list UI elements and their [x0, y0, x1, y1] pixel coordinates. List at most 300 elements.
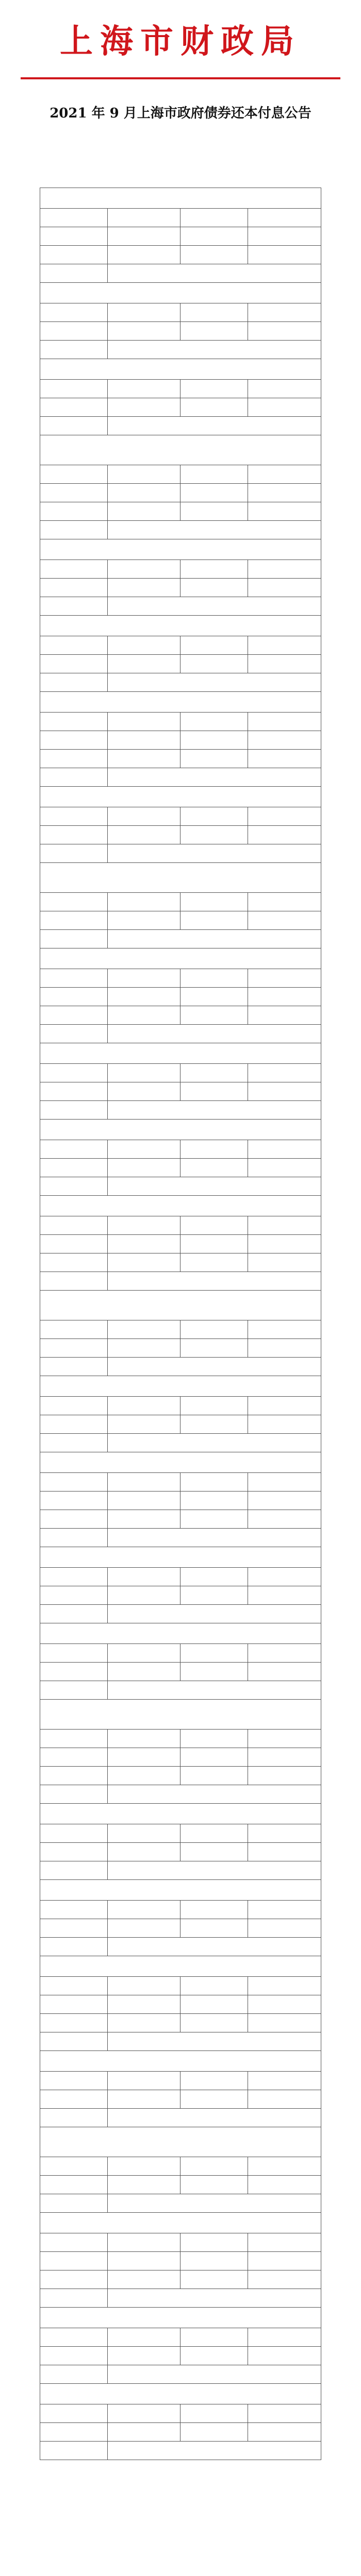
bond-cell-value	[107, 2404, 180, 2423]
bond-row	[40, 1663, 321, 1681]
bond-row	[40, 227, 321, 246]
bond-cell-value	[248, 1977, 321, 1995]
bond-row	[40, 713, 321, 731]
bond-block-title	[40, 435, 321, 465]
bond-row	[40, 1492, 321, 1510]
bond-cell-label	[40, 417, 108, 435]
bond-row	[40, 1253, 321, 1272]
bond-cell-value	[248, 1510, 321, 1529]
bond-cell-value	[107, 673, 321, 692]
bond-cell-label	[40, 1767, 108, 1785]
bond-row	[40, 2252, 321, 2270]
bond-cell-label	[180, 1320, 248, 1339]
bond-block-title	[40, 1547, 321, 1568]
bond-cell-value	[248, 1919, 321, 1938]
bond-block-header-row	[40, 435, 321, 465]
bond-row	[40, 341, 321, 359]
bond-cell-label	[40, 1605, 108, 1623]
bond-cell-value	[248, 209, 321, 227]
bond-cell-label	[180, 807, 248, 826]
bond-cell-value	[248, 750, 321, 768]
bond-cell-value	[107, 2176, 180, 2194]
bond-cell-label	[40, 2365, 108, 2384]
bond-row	[40, 579, 321, 597]
bond-cell-label	[180, 2423, 248, 2442]
bond-cell-value	[107, 341, 321, 359]
bond-row	[40, 1995, 321, 2014]
bond-cell-value	[248, 579, 321, 597]
bond-cell-label	[40, 1025, 108, 1043]
bond-cell-value	[107, 579, 180, 597]
bond-cell-label	[40, 341, 108, 359]
bond-cell-value	[107, 1663, 180, 1681]
bond-cell-value	[107, 844, 321, 863]
bond-cell-label	[40, 930, 108, 948]
bond-cell-label	[180, 1901, 248, 1919]
bond-cell-label	[180, 1339, 248, 1358]
bond-table	[40, 188, 321, 2460]
bond-cell-label	[180, 303, 248, 322]
bond-cell-value	[107, 1101, 321, 1120]
bond-cell-label	[40, 893, 108, 911]
bond-cell-value	[248, 2328, 321, 2347]
bond-cell-label	[180, 322, 248, 341]
bond-cell-value	[248, 1159, 321, 1177]
bond-cell-label	[180, 1253, 248, 1272]
bond-cell-label	[40, 2090, 108, 2109]
bond-row	[40, 2404, 321, 2423]
bond-cell-label	[180, 1006, 248, 1025]
bond-row	[40, 1397, 321, 1415]
bond-block-header-row	[40, 1956, 321, 1977]
bond-block-title	[40, 787, 321, 807]
bond-cell-label	[180, 1415, 248, 1434]
bond-cell-value	[107, 1473, 180, 1492]
bond-row	[40, 2328, 321, 2347]
bond-cell-value	[107, 826, 180, 844]
bond-cell-value	[107, 750, 180, 768]
bond-cell-label	[40, 1434, 108, 1452]
bond-cell-label	[180, 1064, 248, 1082]
bond-block-title	[40, 283, 321, 303]
bond-cell-value	[248, 2423, 321, 2442]
bond-cell-label	[40, 826, 108, 844]
bond-cell-value	[107, 322, 180, 341]
masthead-rule	[21, 77, 340, 79]
bond-block-header-row	[40, 188, 321, 209]
bond-cell-label	[40, 303, 108, 322]
bond-cell-value	[107, 1339, 180, 1358]
bond-cell-value	[248, 322, 321, 341]
bond-row	[40, 1415, 321, 1434]
bond-cell-value	[107, 893, 180, 911]
bond-cell-value	[248, 560, 321, 579]
bond-cell-label	[180, 1082, 248, 1101]
bond-row	[40, 844, 321, 863]
bond-cell-value	[248, 1064, 321, 1082]
bond-block-title	[40, 1120, 321, 1140]
bond-cell-label	[180, 1568, 248, 1586]
bond-cell-label	[180, 579, 248, 597]
bond-cell-value	[107, 1977, 180, 1995]
bond-cell-label	[40, 1320, 108, 1339]
bond-cell-label	[180, 2157, 248, 2176]
bond-row	[40, 1320, 321, 1339]
bond-cell-value	[107, 417, 321, 435]
bond-cell-label	[180, 2014, 248, 2032]
bond-cell-value	[248, 1339, 321, 1358]
bond-row	[40, 502, 321, 521]
bond-cell-label	[180, 560, 248, 579]
bond-block-title	[40, 539, 321, 560]
document-intro	[40, 138, 321, 174]
bond-cell-label	[40, 2423, 108, 2442]
bond-block-header-row	[40, 359, 321, 380]
bond-cell-value	[107, 2014, 180, 2032]
bond-cell-label	[40, 2233, 108, 2252]
bond-cell-label	[180, 713, 248, 731]
bond-block-header-row	[40, 787, 321, 807]
bond-cell-label	[40, 1216, 108, 1235]
bond-cell-label	[40, 1785, 108, 1804]
bond-row	[40, 1529, 321, 1547]
bond-block-header-row	[40, 1196, 321, 1216]
bond-cell-label	[180, 1397, 248, 1415]
bond-cell-label	[180, 2090, 248, 2109]
bond-cell-value	[107, 988, 180, 1006]
bond-cell-label	[180, 209, 248, 227]
bond-cell-value	[107, 2233, 180, 2252]
bond-cell-value	[107, 911, 180, 930]
bond-cell-value	[248, 1748, 321, 1767]
bond-cell-value	[107, 502, 180, 521]
bond-cell-value	[107, 521, 321, 539]
bond-row	[40, 2233, 321, 2252]
bond-cell-value	[107, 731, 180, 750]
bond-cell-value	[107, 1824, 180, 1843]
bond-cell-value	[248, 1824, 321, 1843]
bond-cell-value	[248, 2270, 321, 2289]
bond-cell-value	[248, 807, 321, 826]
bond-cell-label	[40, 2176, 108, 2194]
bond-row	[40, 807, 321, 826]
bond-cell-label	[40, 597, 108, 616]
bond-cell-value	[107, 1492, 180, 1510]
bond-block-header-row	[40, 2384, 321, 2404]
bond-cell-value	[107, 560, 180, 579]
bond-cell-label	[40, 713, 108, 731]
bond-cell-value	[107, 2090, 180, 2109]
bond-cell-label	[180, 2328, 248, 2347]
bond-row	[40, 1159, 321, 1177]
bond-cell-value	[248, 2157, 321, 2176]
bond-cell-label	[40, 1843, 108, 1861]
bond-block-title	[40, 1291, 321, 1320]
bond-cell-label	[40, 1235, 108, 1253]
bond-row	[40, 1938, 321, 1956]
bond-cell-label	[180, 1586, 248, 1605]
bond-cell-value	[107, 2252, 180, 2270]
bond-cell-value	[248, 484, 321, 502]
bond-block-title	[40, 1700, 321, 1730]
bond-block-header-row	[40, 2213, 321, 2233]
bond-cell-value	[248, 1253, 321, 1272]
bond-block-header-row	[40, 1623, 321, 1644]
bond-cell-label	[40, 2347, 108, 2365]
bond-cell-label	[40, 1415, 108, 1434]
bond-cell-label	[40, 1082, 108, 1101]
bond-row	[40, 1272, 321, 1291]
bond-row	[40, 322, 321, 341]
bond-cell-label	[40, 398, 108, 417]
bond-row	[40, 1901, 321, 1919]
bond-cell-label	[40, 1568, 108, 1586]
bond-cell-label	[40, 1510, 108, 1529]
bond-cell-label	[180, 380, 248, 398]
bond-row	[40, 1767, 321, 1785]
bond-block-title	[40, 2127, 321, 2157]
bond-block-title	[40, 692, 321, 713]
bond-cell-label	[180, 502, 248, 521]
bond-cell-value	[107, 1320, 180, 1339]
bond-cell-value	[107, 713, 180, 731]
bond-cell-value	[248, 380, 321, 398]
bond-cell-label	[40, 1663, 108, 1681]
bond-cell-value	[107, 465, 180, 484]
bond-cell-label	[180, 1843, 248, 1861]
bond-cell-value	[107, 1919, 180, 1938]
bond-row	[40, 1861, 321, 1880]
bond-row	[40, 655, 321, 673]
bond-cell-value	[248, 1415, 321, 1434]
bond-cell-value	[248, 246, 321, 264]
bond-cell-label	[180, 1977, 248, 1995]
bond-row	[40, 521, 321, 539]
bond-row	[40, 2347, 321, 2365]
bond-cell-label	[180, 1473, 248, 1492]
bond-block-header-row	[40, 948, 321, 969]
bond-row	[40, 988, 321, 1006]
bond-cell-value	[107, 1785, 321, 1804]
bond-cell-label	[40, 1901, 108, 1919]
bond-cell-value	[248, 1995, 321, 2014]
bond-cell-label	[40, 1140, 108, 1159]
bond-cell-label	[40, 2289, 108, 2308]
bond-cell-label	[180, 911, 248, 930]
bond-row	[40, 930, 321, 948]
bond-cell-label	[40, 579, 108, 597]
bond-block-title	[40, 1196, 321, 1216]
bond-cell-value	[248, 1586, 321, 1605]
bond-row	[40, 1140, 321, 1159]
bond-row	[40, 417, 321, 435]
bond-cell-label	[180, 1159, 248, 1177]
bond-cell-label	[40, 1995, 108, 2014]
bond-cell-label	[180, 1644, 248, 1663]
bond-block-title	[40, 2213, 321, 2233]
bond-cell-value	[248, 1235, 321, 1253]
bond-row	[40, 750, 321, 768]
bond-cell-label	[180, 2404, 248, 2423]
bond-row	[40, 1681, 321, 1700]
bond-cell-label	[40, 750, 108, 768]
bond-row	[40, 398, 321, 417]
bond-row	[40, 2194, 321, 2213]
bond-row	[40, 2072, 321, 2090]
bond-cell-value	[107, 2109, 321, 2127]
bond-row	[40, 1064, 321, 1082]
bond-cell-value	[248, 1140, 321, 1159]
bond-cell-value	[107, 1748, 180, 1767]
bond-row	[40, 264, 321, 283]
bond-cell-value	[248, 1644, 321, 1663]
bond-cell-label	[40, 1730, 108, 1748]
bond-cell-value	[107, 1529, 321, 1547]
bond-row	[40, 826, 321, 844]
bond-block-header-row	[40, 863, 321, 893]
bond-block-header-row	[40, 539, 321, 560]
masthead	[0, 0, 361, 77]
bond-block-title	[40, 1623, 321, 1644]
bond-cell-label	[180, 2233, 248, 2252]
bond-cell-label	[180, 2072, 248, 2090]
bond-row	[40, 1434, 321, 1452]
bond-cell-label	[180, 1748, 248, 1767]
bond-row	[40, 969, 321, 988]
bond-row	[40, 303, 321, 322]
bond-cell-value	[248, 731, 321, 750]
bond-cell-value	[107, 1177, 321, 1196]
bond-cell-value	[248, 1492, 321, 1510]
bond-cell-value	[107, 1510, 180, 1529]
bond-cell-label	[180, 969, 248, 988]
bond-cell-value	[107, 2328, 180, 2347]
bond-cell-value	[107, 1006, 180, 1025]
bond-cell-value	[107, 1415, 180, 1434]
bond-row	[40, 1473, 321, 1492]
bond-row	[40, 1006, 321, 1025]
bond-cell-label	[180, 246, 248, 264]
bond-cell-value	[107, 1605, 321, 1623]
bond-cell-label	[180, 655, 248, 673]
bond-cell-value	[107, 1681, 321, 1700]
bond-cell-value	[107, 2442, 321, 2460]
bond-cell-value	[248, 502, 321, 521]
bond-row	[40, 1568, 321, 1586]
bond-cell-value	[107, 1064, 180, 1082]
bond-cell-value	[107, 597, 321, 616]
bond-cell-value	[248, 1473, 321, 1492]
bond-cell-label	[180, 398, 248, 417]
bond-cell-label	[40, 655, 108, 673]
bond-cell-value	[107, 209, 180, 227]
bond-cell-value	[107, 655, 180, 673]
bond-row	[40, 209, 321, 227]
masthead-title: 上海市财政局	[60, 22, 301, 61]
bond-row	[40, 1730, 321, 1748]
bond-cell-label	[40, 227, 108, 246]
bond-cell-value	[248, 398, 321, 417]
bond-cell-label	[40, 1492, 108, 1510]
bond-cell-value	[248, 2233, 321, 2252]
bond-block-title	[40, 359, 321, 380]
bond-cell-value	[107, 2194, 321, 2213]
bond-row	[40, 2109, 321, 2127]
bond-cell-label	[40, 1177, 108, 1196]
bond-block-title	[40, 1452, 321, 1473]
bond-cell-label	[40, 2109, 108, 2127]
bond-row	[40, 2442, 321, 2460]
bond-row	[40, 380, 321, 398]
bond-block-title	[40, 1880, 321, 1901]
bond-cell-label	[40, 2194, 108, 2213]
bond-cell-label	[180, 1510, 248, 1529]
bond-row	[40, 1082, 321, 1101]
bond-cell-label	[40, 1339, 108, 1358]
bond-block-title	[40, 2051, 321, 2072]
bond-cell-value	[248, 1730, 321, 1748]
bond-cell-label	[180, 731, 248, 750]
bond-row	[40, 1339, 321, 1358]
bond-row	[40, 1101, 321, 1120]
bond-row	[40, 1977, 321, 1995]
bond-cell-label	[40, 502, 108, 521]
bond-row	[40, 2423, 321, 2442]
bond-cell-label	[40, 1919, 108, 1938]
bond-cell-value	[248, 2090, 321, 2109]
bond-cell-value	[107, 1901, 180, 1919]
bond-cell-value	[248, 1901, 321, 1919]
bond-row	[40, 1785, 321, 1804]
bond-cell-value	[248, 969, 321, 988]
bond-cell-value	[107, 246, 180, 264]
bond-row	[40, 2014, 321, 2032]
bond-cell-value	[107, 636, 180, 655]
bond-cell-label	[40, 484, 108, 502]
bond-cell-value	[107, 1767, 180, 1785]
bond-cell-label	[40, 465, 108, 484]
bond-cell-value	[107, 1730, 180, 1748]
bond-cell-label	[40, 636, 108, 655]
bond-cell-value	[248, 227, 321, 246]
bond-cell-label	[180, 2252, 248, 2270]
bond-cell-label	[180, 826, 248, 844]
bond-block-header-row	[40, 1291, 321, 1320]
bond-cell-value	[107, 768, 321, 787]
bond-cell-label	[180, 1492, 248, 1510]
bond-cell-value	[107, 1397, 180, 1415]
bond-cell-label	[40, 1253, 108, 1272]
bond-cell-value	[107, 303, 180, 322]
bond-cell-value	[248, 303, 321, 322]
bond-cell-value	[107, 2347, 180, 2365]
bond-cell-label	[40, 1397, 108, 1415]
bond-cell-label	[40, 1977, 108, 1995]
bond-cell-value	[248, 1320, 321, 1339]
bond-cell-label	[180, 750, 248, 768]
bond-cell-value	[107, 484, 180, 502]
bond-cell-label	[40, 2072, 108, 2090]
bond-cell-value	[107, 2157, 180, 2176]
bond-block-header-row	[40, 1376, 321, 1397]
bond-cell-value	[107, 1235, 180, 1253]
bond-block-header-row	[40, 616, 321, 636]
bond-cell-value	[107, 1938, 321, 1956]
bond-cell-value	[107, 1140, 180, 1159]
bond-cell-value	[248, 2404, 321, 2423]
bond-block-header-row	[40, 2051, 321, 2072]
bond-block-title	[40, 1376, 321, 1397]
